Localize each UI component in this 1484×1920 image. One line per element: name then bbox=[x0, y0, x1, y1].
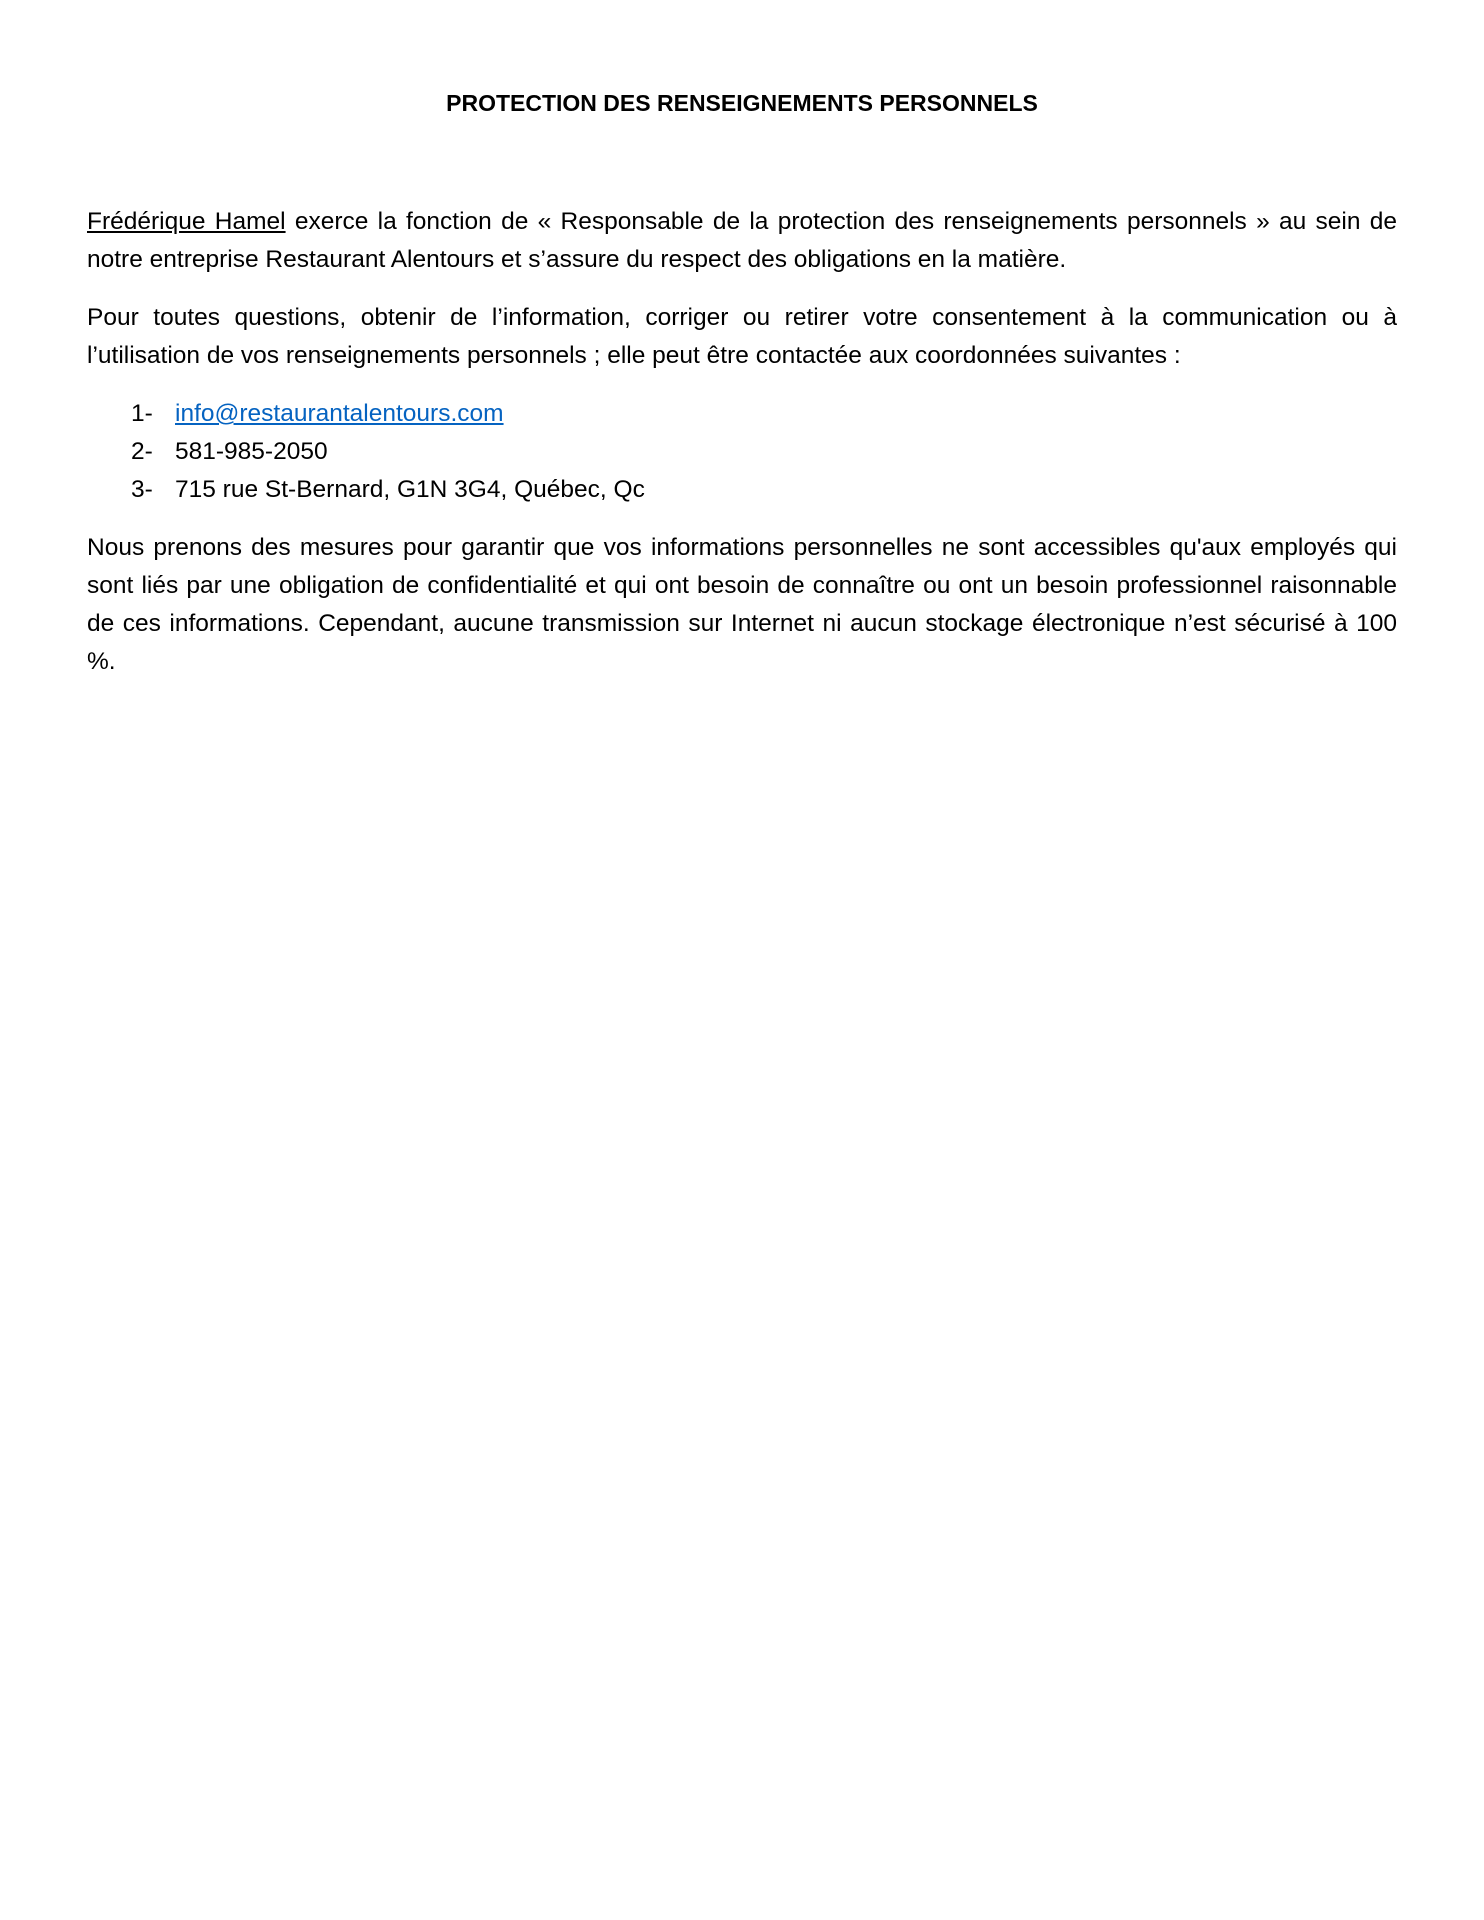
paragraph-responsible bbox=[87, 203, 1397, 279]
list-item bbox=[87, 471, 1397, 509]
list-item-number: 1- bbox=[131, 400, 153, 427]
document-body bbox=[87, 203, 1397, 701]
list-item-number: 2- bbox=[131, 438, 153, 465]
list-item-number: 3- bbox=[131, 476, 153, 503]
paragraph-contact-intro: Pour toutes questions, obtenir de l’information, corriger ou retirer votre consentement à la communication ou à l’utilisation de vos renseignements personnels ; elle peut être contactée aux coordonnées suivantes : bbox=[87, 304, 1397, 369]
paragraph-security: Nous prenons des mesures pour garantir que vos informations personnelles ne sont accessibles qu'aux employés qui sont liés par une obligation de confidentialité et qui ont besoin de connaître ou ont un besoin professionnel raisonnable de ces informations. Cependant, aucune transmission sur Internet ni aucun stockage électronique n’est sécurisé à 100 %. bbox=[87, 534, 1397, 675]
responsible-description: exerce la fonction de « Responsable de la protection des renseignements personnels » au sein de notre entreprise Restaurant Alentours et s’assure du respect des obligations en la matière. bbox=[87, 208, 1397, 273]
postal-address: 715 rue St-Bernard, G1N 3G4, Québec, Qc bbox=[175, 476, 645, 503]
email-link[interactable]: info@restaurantalentours.com bbox=[175, 400, 504, 427]
phone-number: 581-985-2050 bbox=[175, 438, 328, 465]
list-item bbox=[87, 395, 1397, 433]
responsible-name: Frédérique Hamel bbox=[87, 208, 286, 235]
page-title: PROTECTION DES RENSEIGNEMENTS PERSONNELS bbox=[446, 90, 1038, 116]
contact-list bbox=[87, 395, 1397, 509]
list-item bbox=[87, 433, 1397, 471]
